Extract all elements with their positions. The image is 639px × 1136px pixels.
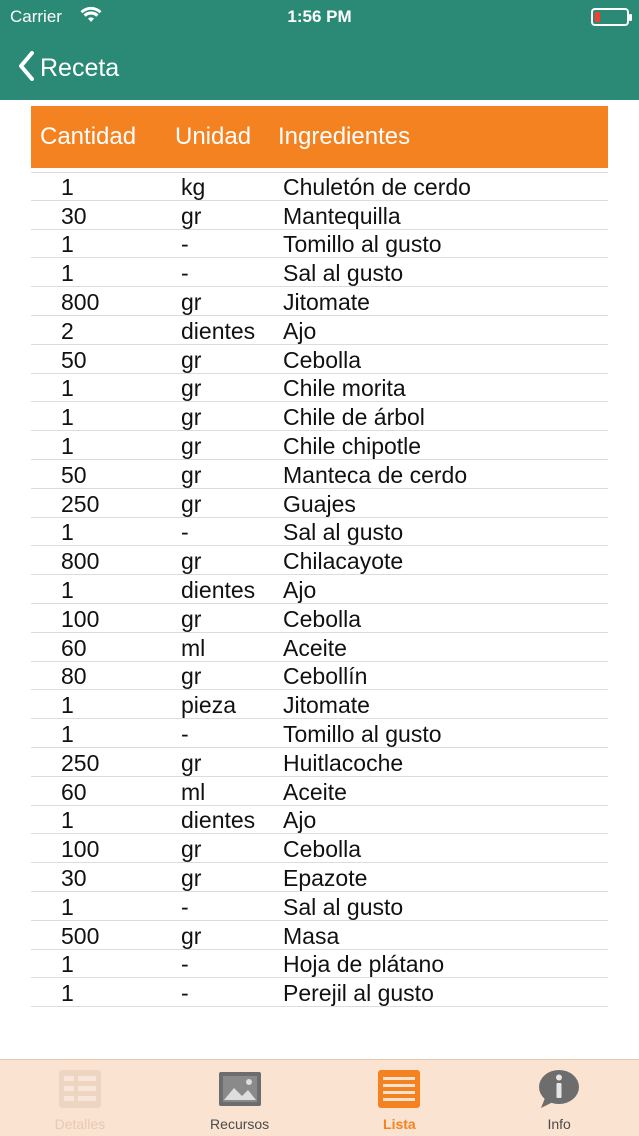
cell-ingredient: Huitlacoche — [283, 749, 404, 776]
table-row — [31, 892, 608, 921]
cell-ingredient: Chile chipotle — [283, 432, 422, 459]
table-row — [31, 258, 608, 287]
cell-quantity: 1 — [61, 576, 74, 603]
cell-unit: - — [181, 720, 189, 747]
cell-ingredient: Jitomate — [283, 288, 370, 315]
cell-unit: dientes — [181, 807, 256, 834]
table-row — [31, 431, 608, 460]
table-row — [31, 316, 608, 345]
cell-quantity: 1 — [61, 432, 74, 459]
table-row — [31, 806, 608, 835]
cell-ingredient: Guajes — [283, 490, 356, 517]
table-row — [31, 921, 608, 950]
cell-unit: gr — [181, 288, 202, 315]
cell-unit: dientes — [181, 576, 256, 603]
cell-ingredient: Sal al gusto — [283, 519, 404, 546]
cell-quantity: 250 — [61, 490, 100, 517]
cell-ingredient: Ajo — [283, 807, 317, 834]
tab-label: Lista — [383, 1116, 416, 1132]
header-ingredient: Ingredientes — [278, 123, 411, 150]
cell-unit: gr — [181, 202, 202, 229]
cell-unit: gr — [181, 375, 202, 402]
cell-quantity: 50 — [61, 346, 87, 373]
cell-ingredient: Aceite — [283, 778, 347, 805]
cell-unit: - — [181, 231, 189, 258]
table-row — [31, 518, 608, 547]
cell-quantity: 800 — [61, 548, 100, 575]
cell-unit: - — [181, 260, 189, 287]
cell-quantity: 500 — [61, 922, 100, 949]
cell-quantity: 60 — [61, 634, 87, 661]
table-row — [31, 978, 608, 1007]
table-row — [31, 748, 608, 777]
cell-unit: gr — [181, 749, 202, 776]
cell-unit: gr — [181, 432, 202, 459]
cell-ingredient: Chilacayote — [283, 548, 404, 575]
cell-quantity: 1 — [61, 519, 74, 546]
cell-quantity: 250 — [61, 749, 100, 776]
cell-ingredient: Epazote — [283, 864, 368, 891]
cell-quantity: 1 — [61, 807, 74, 834]
back-button[interactable] — [18, 48, 119, 88]
navigation-bar — [0, 36, 639, 100]
table-row — [31, 374, 608, 403]
table-row — [31, 172, 608, 201]
tab-detalles[interactable] — [0, 1060, 160, 1136]
tab-label: Detalles — [54, 1116, 106, 1132]
tab-recursos[interactable] — [160, 1060, 320, 1136]
tab-info[interactable] — [479, 1060, 639, 1136]
chevron-left-icon — [18, 51, 34, 86]
ingredients-table — [31, 106, 608, 1007]
table-row — [31, 489, 608, 518]
cell-ingredient: Cebolla — [283, 346, 361, 373]
cell-unit: - — [181, 980, 189, 1007]
cell-ingredient: Manteca de cerdo — [283, 461, 468, 488]
back-label: Receta — [40, 53, 120, 82]
status-time: 1:56 PM — [287, 7, 352, 26]
cell-ingredient: Cebollín — [283, 663, 368, 690]
cell-quantity: 50 — [61, 461, 87, 488]
cell-ingredient: Cebolla — [283, 836, 361, 863]
table-row — [31, 662, 608, 691]
carrier-label: Carrier — [10, 7, 62, 26]
info-icon — [537, 1068, 581, 1110]
cell-ingredient: Sal al gusto — [283, 893, 404, 920]
cell-ingredient: Aceite — [283, 634, 347, 661]
cell-ingredient: Chuletón de cerdo — [283, 173, 471, 200]
cell-unit: dientes — [181, 317, 256, 344]
cell-unit: - — [181, 893, 189, 920]
tab-label: Info — [547, 1116, 571, 1132]
cell-quantity: 1 — [61, 980, 74, 1007]
table-row — [31, 863, 608, 892]
table-body — [31, 172, 608, 1007]
table-row — [31, 201, 608, 230]
cell-ingredient: Tomillo al gusto — [283, 720, 442, 747]
cell-unit: gr — [181, 548, 202, 575]
cell-unit: gr — [181, 836, 202, 863]
cell-unit: gr — [181, 461, 202, 488]
table-row — [31, 546, 608, 575]
tab-label: Recursos — [210, 1116, 270, 1132]
cell-unit: kg — [181, 173, 206, 200]
cell-unit: ml — [181, 778, 206, 805]
cell-quantity: 1 — [61, 173, 74, 200]
battery-icon — [591, 8, 629, 26]
cell-quantity: 1 — [61, 692, 74, 719]
table-row — [31, 402, 608, 431]
table-row — [31, 460, 608, 489]
cell-unit: gr — [181, 346, 202, 373]
tab-bar — [0, 1059, 639, 1136]
cell-unit: gr — [181, 404, 202, 431]
cell-ingredient: Ajo — [283, 317, 317, 344]
cell-quantity: 100 — [61, 605, 100, 632]
cell-ingredient: Chile de árbol — [283, 404, 425, 431]
table-row — [31, 230, 608, 259]
cell-unit: gr — [181, 864, 202, 891]
cell-unit: gr — [181, 605, 202, 632]
table-row — [31, 690, 608, 719]
list-icon — [377, 1068, 421, 1110]
table-row — [31, 287, 608, 316]
cell-unit: gr — [181, 922, 202, 949]
cell-ingredient: Sal al gusto — [283, 260, 404, 287]
cell-quantity: 2 — [61, 317, 74, 344]
table-row — [31, 604, 608, 633]
cell-unit: gr — [181, 490, 202, 517]
tab-lista[interactable] — [320, 1060, 480, 1136]
image-icon — [218, 1068, 262, 1110]
cell-unit: - — [181, 951, 189, 978]
table-row — [31, 950, 608, 979]
cell-ingredient: Chile morita — [283, 375, 406, 402]
cell-quantity: 1 — [61, 893, 74, 920]
cell-quantity: 30 — [61, 202, 87, 229]
cell-quantity: 100 — [61, 836, 100, 863]
cell-unit: ml — [181, 634, 206, 661]
cell-quantity: 1 — [61, 720, 74, 747]
table-row — [31, 834, 608, 863]
cell-quantity: 1 — [61, 404, 74, 431]
table-row — [31, 633, 608, 662]
cell-ingredient: Perejil al gusto — [283, 980, 434, 1007]
table-row — [31, 777, 608, 806]
cell-quantity: 1 — [61, 231, 74, 258]
table-header — [31, 106, 608, 168]
table-row — [31, 345, 608, 374]
cell-unit: gr — [181, 663, 202, 690]
cell-ingredient: Ajo — [283, 576, 317, 603]
cell-quantity: 800 — [61, 288, 100, 315]
header-quantity: Cantidad — [40, 123, 137, 150]
header-unit: Unidad — [175, 123, 252, 150]
cell-quantity: 60 — [61, 778, 87, 805]
cell-quantity: 30 — [61, 864, 87, 891]
cell-ingredient: Masa — [283, 922, 340, 949]
cell-ingredient: Mantequilla — [283, 202, 401, 229]
table-row — [31, 719, 608, 748]
cell-ingredient: Tomillo al gusto — [283, 231, 442, 258]
cell-quantity: 1 — [61, 951, 74, 978]
cell-quantity: 1 — [61, 375, 74, 402]
details-icon — [58, 1068, 102, 1110]
cell-quantity: 1 — [61, 260, 74, 287]
cell-quantity: 80 — [61, 663, 87, 690]
cell-ingredient: Hoja de plátano — [283, 951, 445, 978]
table-row — [31, 575, 608, 604]
cell-ingredient: Jitomate — [283, 692, 370, 719]
cell-unit: - — [181, 519, 189, 546]
cell-unit: pieza — [181, 692, 236, 719]
cell-ingredient: Cebolla — [283, 605, 361, 632]
status-bar — [0, 0, 639, 36]
